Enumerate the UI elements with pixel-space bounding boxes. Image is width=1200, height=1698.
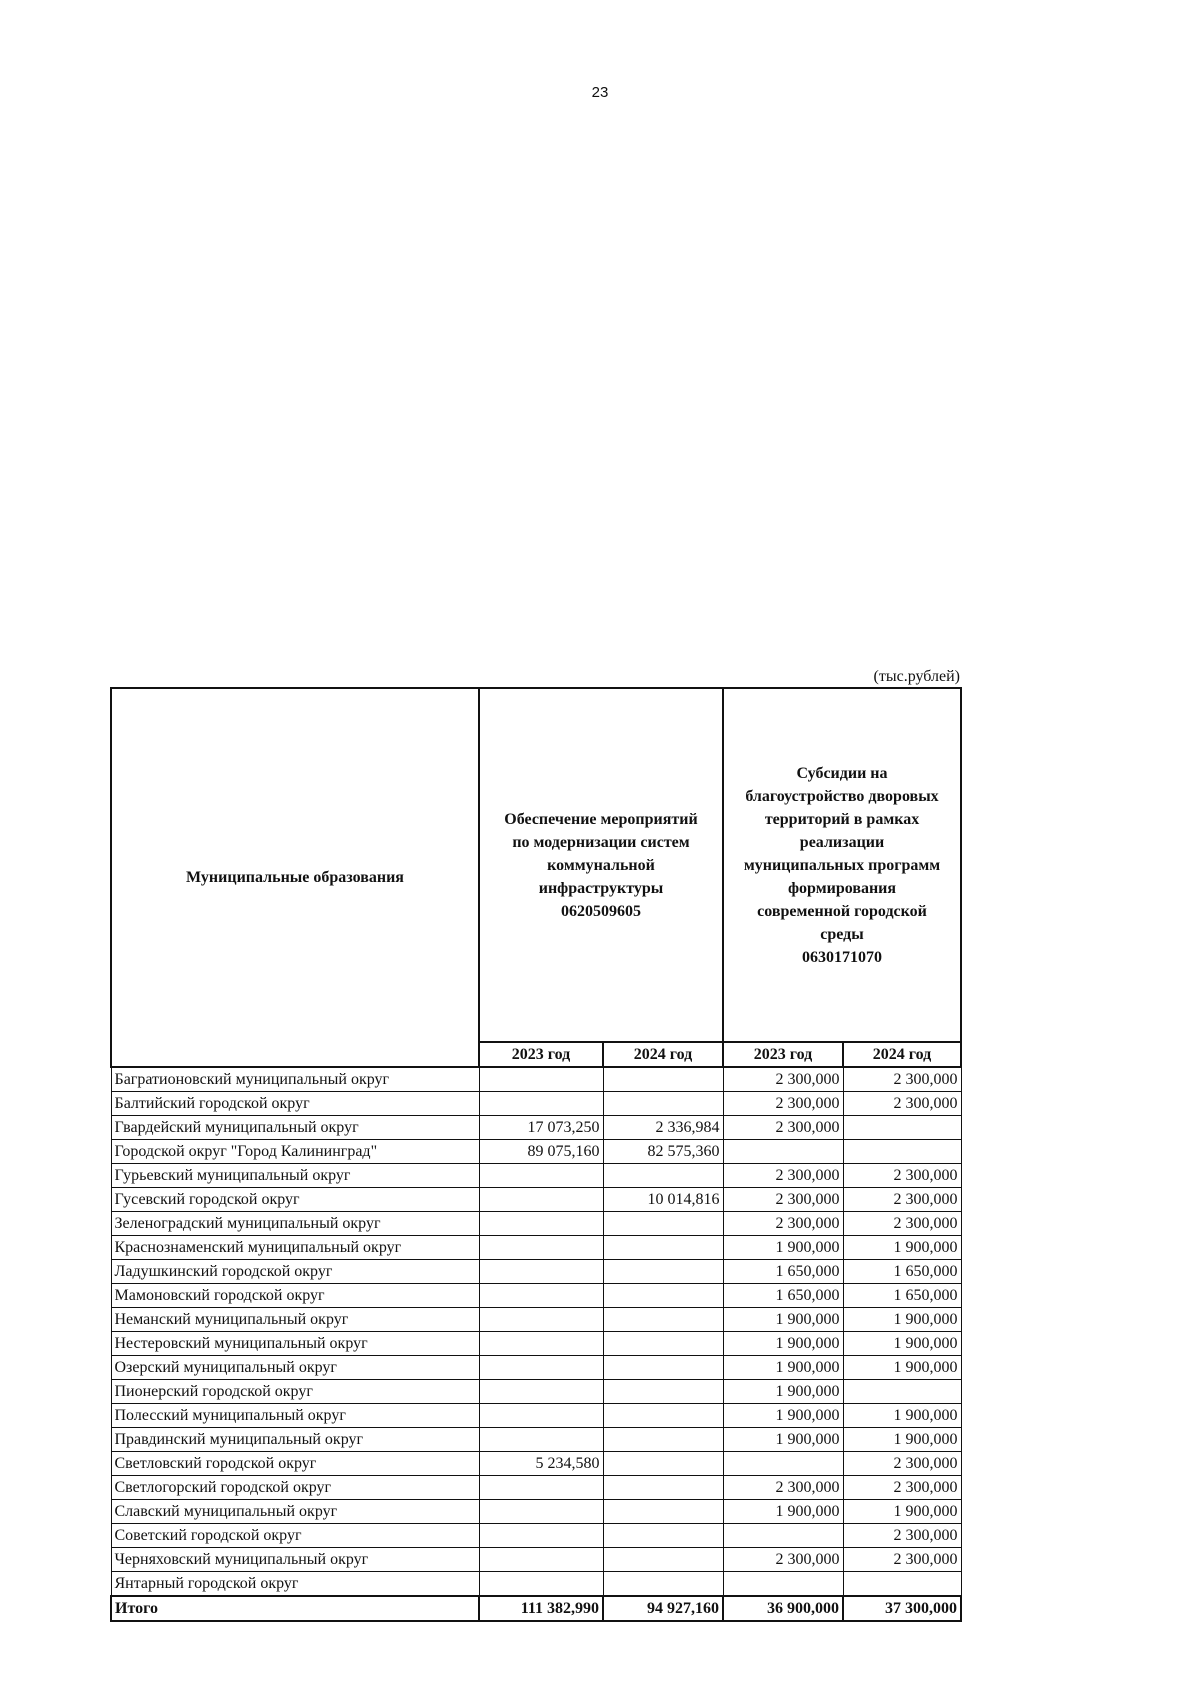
table-row (111, 1308, 961, 1332)
header-group2-code: 0630171070 (802, 948, 882, 966)
header-group2-line: среды (820, 925, 864, 943)
table-row (111, 1332, 961, 1356)
amount-v3 (723, 1524, 843, 1548)
amount-v4: 1 900,000 (843, 1500, 961, 1524)
amount-v3: 2 300,000 (723, 1116, 843, 1140)
table-row (111, 1067, 961, 1092)
amount-v4: 1 900,000 (843, 1404, 961, 1428)
amount-v3: 2 300,000 (723, 1212, 843, 1236)
amount-v2 (603, 1524, 723, 1548)
amount-v3 (723, 1140, 843, 1164)
amount-v2: 82 575,360 (603, 1140, 723, 1164)
amount-v4 (843, 1116, 961, 1140)
table-row (111, 1116, 961, 1140)
amount-v3: 1 900,000 (723, 1332, 843, 1356)
amount-v2 (603, 1428, 723, 1452)
amount-v3: 2 300,000 (723, 1067, 843, 1092)
amount-v3 (723, 1572, 843, 1597)
amount-v4 (843, 1140, 961, 1164)
amount-v3: 1 900,000 (723, 1380, 843, 1404)
amount-v4 (843, 1572, 961, 1597)
municipality-name: Зеленоградский муниципальный округ (111, 1212, 479, 1236)
amount-v3: 1 900,000 (723, 1308, 843, 1332)
amount-v2 (603, 1260, 723, 1284)
municipality-name: Городской округ "Город Калининград" (111, 1140, 479, 1164)
total-value-v1: 111 382,990 (479, 1596, 603, 1621)
amount-v1 (479, 1212, 603, 1236)
amount-v2: 2 336,984 (603, 1116, 723, 1140)
amount-v1 (479, 1404, 603, 1428)
amount-v3: 1 900,000 (723, 1428, 843, 1452)
municipality-name: Советский городской округ (111, 1524, 479, 1548)
amount-v3 (723, 1452, 843, 1476)
amount-v1: 89 075,160 (479, 1140, 603, 1164)
header-group2-line: формирования (787, 879, 897, 897)
municipality-name: Мамоновский городской округ (111, 1284, 479, 1308)
municipality-name: Янтарный городской округ (111, 1572, 479, 1597)
total-label: Итого (111, 1596, 479, 1621)
header-year-court-2023: 2023 год (723, 1042, 843, 1067)
amount-v3: 2 300,000 (723, 1476, 843, 1500)
municipality-name: Нестеровский муниципальный округ (111, 1332, 479, 1356)
amount-v2 (603, 1500, 723, 1524)
amount-v1 (479, 1572, 603, 1597)
amount-v2 (603, 1067, 723, 1092)
table-row (111, 1572, 961, 1597)
amount-v4: 2 300,000 (843, 1092, 961, 1116)
amount-v4: 1 900,000 (843, 1356, 961, 1380)
table-row (111, 1188, 961, 1212)
municipality-name: Черняховский муниципальный округ (111, 1548, 479, 1572)
amount-v2 (603, 1332, 723, 1356)
table-row (111, 1524, 961, 1548)
municipality-name: Краснознаменский муниципальный округ (111, 1236, 479, 1260)
amount-v1 (479, 1164, 603, 1188)
header-group2-line: реализации (799, 833, 885, 851)
amount-v1 (479, 1476, 603, 1500)
amount-v4: 2 300,000 (843, 1164, 961, 1188)
municipality-name: Правдинский муниципальный округ (111, 1428, 479, 1452)
header-municipalities: Муниципальные образования (111, 688, 479, 1067)
amount-v2 (603, 1404, 723, 1428)
total-value-v2: 94 927,160 (603, 1596, 723, 1621)
amount-v2 (603, 1380, 723, 1404)
header-group2-line: современной городской (757, 902, 927, 920)
amount-v3: 2 300,000 (723, 1548, 843, 1572)
total-value-v3: 36 900,000 (723, 1596, 843, 1621)
table-row (111, 1548, 961, 1572)
amount-v3: 1 650,000 (723, 1284, 843, 1308)
table-row (111, 1260, 961, 1284)
amount-v1 (479, 1260, 603, 1284)
amount-v4: 1 650,000 (843, 1284, 961, 1308)
amount-v2 (603, 1548, 723, 1572)
amount-v1 (479, 1092, 603, 1116)
municipality-name: Балтийский городской округ (111, 1092, 479, 1116)
header-group2-line: благоустройство дворовых (745, 787, 939, 805)
table-row (111, 1476, 961, 1500)
municipality-name: Пионерский городской округ (111, 1380, 479, 1404)
amount-v3: 1 900,000 (723, 1236, 843, 1260)
amount-v2: 10 014,816 (603, 1188, 723, 1212)
amount-v1 (479, 1500, 603, 1524)
municipality-name: Светлогорский городской округ (111, 1476, 479, 1500)
amount-v1 (479, 1188, 603, 1212)
amount-v2 (603, 1572, 723, 1597)
municipality-name: Неманский муниципальный округ (111, 1308, 479, 1332)
amount-v4: 2 300,000 (843, 1476, 961, 1500)
municipality-name: Гвардейский муниципальный округ (111, 1116, 479, 1140)
table-row (111, 1356, 961, 1380)
amount-v1 (479, 1548, 603, 1572)
municipality-name: Гурьевский муниципальный округ (111, 1164, 479, 1188)
table-row (111, 1452, 961, 1476)
amount-v4: 1 900,000 (843, 1236, 961, 1260)
table-row (111, 1428, 961, 1452)
amount-v4 (843, 1380, 961, 1404)
amount-v1 (479, 1308, 603, 1332)
amount-v1 (479, 1356, 603, 1380)
table-row (111, 1212, 961, 1236)
amount-v1: 17 073,250 (479, 1116, 603, 1140)
table-row (111, 1404, 961, 1428)
municipality-name: Ладушкинский городской округ (111, 1260, 479, 1284)
table-row (111, 1140, 961, 1164)
header-group2-line: территорий в рамках (764, 810, 920, 828)
amount-v4: 2 300,000 (843, 1452, 961, 1476)
amount-v1 (479, 1332, 603, 1356)
amount-v3: 1 900,000 (723, 1500, 843, 1524)
amount-v4: 2 300,000 (843, 1188, 961, 1212)
amount-v3: 1 900,000 (723, 1404, 843, 1428)
amount-v4: 2 300,000 (843, 1524, 961, 1548)
amount-v4: 2 300,000 (843, 1212, 961, 1236)
units-label: (тыс.рублей) (873, 668, 960, 685)
municipality-name: Гусевский городской округ (111, 1188, 479, 1212)
table-row (111, 1092, 961, 1116)
amount-v4: 1 900,000 (843, 1332, 961, 1356)
amount-v2 (603, 1092, 723, 1116)
amount-v4: 2 300,000 (843, 1548, 961, 1572)
table-row (111, 1236, 961, 1260)
table-row (111, 1164, 961, 1188)
amount-v4: 1 900,000 (843, 1428, 961, 1452)
municipality-name: Багратионовский муниципальный округ (111, 1067, 479, 1092)
amount-v1 (479, 1380, 603, 1404)
page-number: 23 (591, 84, 609, 101)
header-year-court-2024: 2024 год (843, 1042, 961, 1067)
amount-v2 (603, 1476, 723, 1500)
header-group1-line: инфраструктуры (538, 879, 664, 897)
amount-v1 (479, 1524, 603, 1548)
municipality-name: Светловский городской округ (111, 1452, 479, 1476)
header-year-infra-2024: 2024 год (603, 1042, 723, 1067)
amount-v2 (603, 1212, 723, 1236)
amount-v3: 1 650,000 (723, 1260, 843, 1284)
header-group2-line: Субсидии на (796, 764, 888, 782)
header-group1-line: Обеспечение мероприятий (504, 810, 698, 828)
amount-v3: 2 300,000 (723, 1188, 843, 1212)
amount-v2 (603, 1308, 723, 1332)
total-row (111, 1596, 961, 1621)
header-group1-code: 0620509605 (561, 902, 641, 920)
table-row (111, 1380, 961, 1404)
header-group1-line: по модернизации систем (512, 833, 690, 851)
header-group-courtyards (723, 688, 961, 1042)
amount-v1 (479, 1067, 603, 1092)
amount-v2 (603, 1284, 723, 1308)
amount-v3: 2 300,000 (723, 1164, 843, 1188)
total-value-v4: 37 300,000 (843, 1596, 961, 1621)
table-body (111, 1067, 961, 1621)
table-row (111, 1284, 961, 1308)
amount-v3: 1 900,000 (723, 1356, 843, 1380)
header-year-infra-2023: 2023 год (479, 1042, 603, 1067)
header-group2-line: муниципальных программ (743, 856, 941, 874)
table-row (111, 1500, 961, 1524)
amount-v1 (479, 1284, 603, 1308)
amount-v1: 5 234,580 (479, 1452, 603, 1476)
subsidy-table (110, 687, 962, 1622)
municipality-name: Славский муниципальный округ (111, 1500, 479, 1524)
amount-v1 (479, 1428, 603, 1452)
amount-v1 (479, 1236, 603, 1260)
amount-v4: 2 300,000 (843, 1067, 961, 1092)
header-group1-line: коммунальной (547, 856, 655, 874)
amount-v3: 2 300,000 (723, 1092, 843, 1116)
municipality-name: Озерский муниципальный округ (111, 1356, 479, 1380)
amount-v4: 1 900,000 (843, 1308, 961, 1332)
amount-v2 (603, 1236, 723, 1260)
amount-v2 (603, 1452, 723, 1476)
municipality-name: Полесский муниципальный округ (111, 1404, 479, 1428)
amount-v2 (603, 1164, 723, 1188)
amount-v2 (603, 1356, 723, 1380)
header-group-infrastructure (479, 688, 723, 1042)
amount-v4: 1 650,000 (843, 1260, 961, 1284)
